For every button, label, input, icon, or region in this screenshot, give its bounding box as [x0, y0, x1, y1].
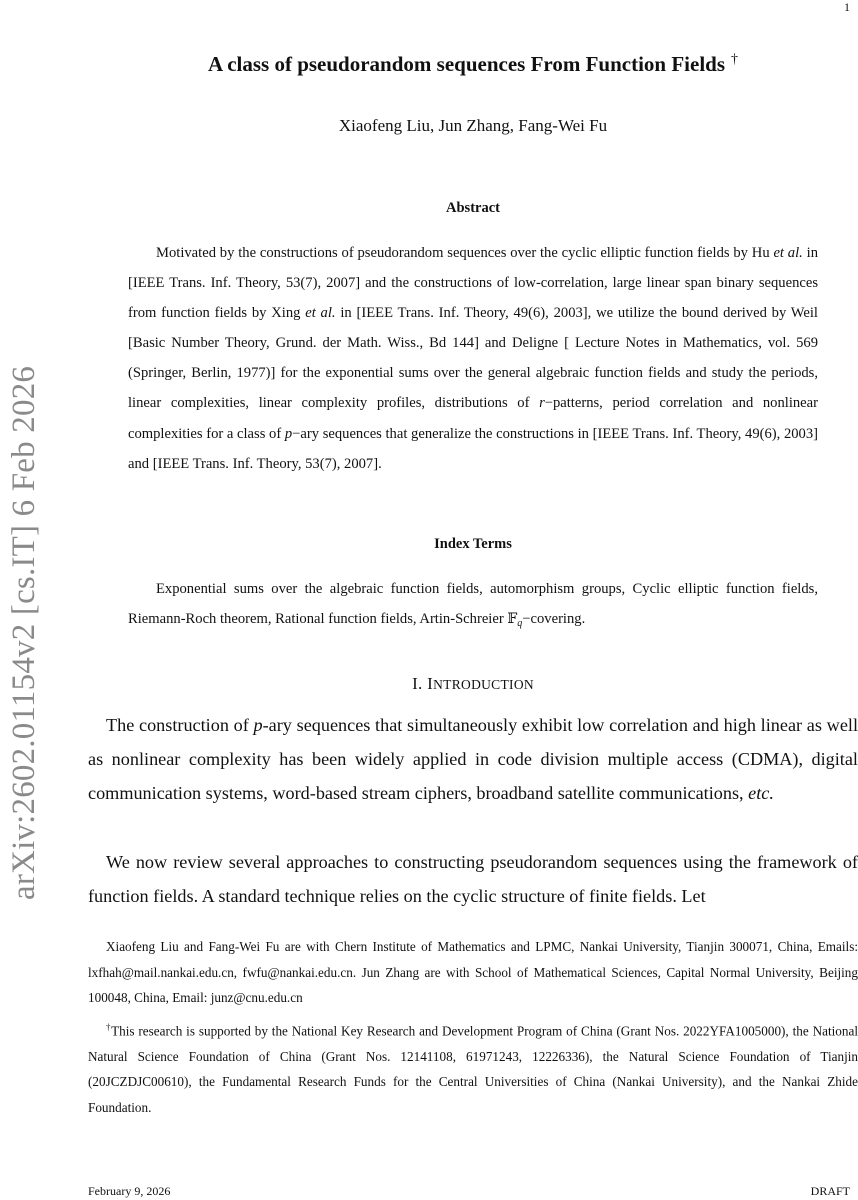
paper-title: [88, 52, 858, 77]
finite-field-symbol: 𝔽: [507, 611, 518, 628]
section-title-initial: I: [427, 674, 434, 693]
section-heading-introduction: [88, 674, 858, 694]
intro-text-segment: -ary sequences that simultaneously exhibit low correlation and high linear as well as nonlinear complexity has been widely applied in code division multiple access (CDMA), digital communication systems, word-based stream ciphers, broadband satellite communications,: [88, 715, 858, 804]
footer-status: DRAFT: [810, 1184, 850, 1198]
footnote-funding-text: This research is supported by the National Key Research and Development Program of China (Grant Nos. 2022YFA1005000), the National Natural Science Foundation of China (Grant Nos. 12141108, 61971243, 12226336), the Natural Science Foundation of Tianjin (20JCZDJC00610), the Fundamental Research Funds for the Central Universities of China (Nankai University), and the Nankai Zhide Foundation.: [88, 1023, 858, 1115]
abstract-text-segment: −ary sequences that generalize the constructions in [IEEE Trans. Inf. Theory, 49(6), 2003] and [IEEE Trans. Inf. Theory, 53(7), 2007].: [128, 425, 818, 472]
footer-date: February 9, 2026: [88, 1184, 171, 1198]
math-variable-r: r: [539, 395, 545, 412]
math-variable-p: p: [253, 715, 263, 735]
index-terms-text-segment: Exponential sums over the algebraic function fields, automorphism groups, Cyclic elliptic function fields, Riemann-Roch theorem, Rational function fields, Artin-Schreier: [128, 581, 818, 628]
section-number: I.: [412, 674, 423, 693]
index-terms-text-segment: −covering.: [522, 611, 586, 628]
abstract-et-al: et al.: [305, 305, 336, 322]
index-terms-body: [128, 574, 818, 639]
footnote-affiliations: Xiaofeng Liu and Fang-Wei Fu are with Chern Institute of Mathematics and LPMC, Nankai University, Tianjin 300071, China, Emails: lxfhah@mail.nankai.edu.cn, fwfu@nankai.edu.cn. Jun Zhang are with School of Mathematical Sciences, Capital Normal University, Beijing 100048, China, Email: junz@cnu.edu.cn: [88, 939, 858, 1006]
intro-paragraph-1: [88, 708, 858, 811]
abstract-et-al: et al.: [773, 245, 803, 261]
footnote-funding: [88, 1015, 858, 1121]
title-footnote-mark: †: [731, 52, 739, 67]
section-title-rest: NTRODUCTION: [433, 677, 534, 692]
footnotes: [88, 934, 858, 1125]
abstract-text-segment: in [IEEE Trans. Inf. Theory, 49(6), 2003], we utilize the bound derived by Weil [Basic Number Theory, Grund. der Math. Wiss., Bd 144] and Deligne [ Lecture Notes in Mathematics, vol. 569 (Springer, Berlin, 1977)] for the exponential sums over the general algebraic function fields and study the periods, linear complexities, linear complexity profiles, distributions of: [128, 305, 818, 412]
footnote-funding-mark: †: [106, 1021, 112, 1032]
abstract-heading: Abstract: [446, 200, 500, 216]
abstract-text-segment: −patterns, period correlation and nonlinear complexities for a class of: [128, 395, 818, 442]
paper-title-text: A class of pseudorandom sequences From Function Fields: [207, 52, 726, 76]
math-variable-p: p: [284, 425, 293, 442]
page-number: 1: [844, 0, 850, 14]
arxiv-identifier-stamp: [2, 322, 46, 900]
finite-field-subscript: q: [517, 618, 523, 630]
abstract-text-segment: in [IEEE Trans. Inf. Theory, 53(7), 2007] and the constructions of low-correlation, large linear span binary sequences from function fields by Xing: [128, 245, 818, 322]
intro-etc: etc.: [748, 783, 774, 804]
intro-text-segment: The construction of: [106, 715, 254, 735]
abstract-body: [128, 238, 818, 479]
author-list: Xiaofeng Liu, Jun Zhang, Fang-Wei Fu: [338, 116, 608, 135]
abstract-text-segment: Motivated by the constructions of pseudorandom sequences over the cyclic elliptic function fields by Hu: [156, 245, 774, 261]
arxiv-identifier-text: arXiv:2602.01154v2 [cs.IT] 6 Feb 2026: [6, 365, 42, 900]
index-terms-heading: Index Terms: [434, 536, 512, 552]
intro-paragraph-2: We now review several approaches to constructing pseudorandom sequences using the framework of function fields. A standard technique relies on the cyclic structure of finite fields. Let: [88, 852, 858, 907]
